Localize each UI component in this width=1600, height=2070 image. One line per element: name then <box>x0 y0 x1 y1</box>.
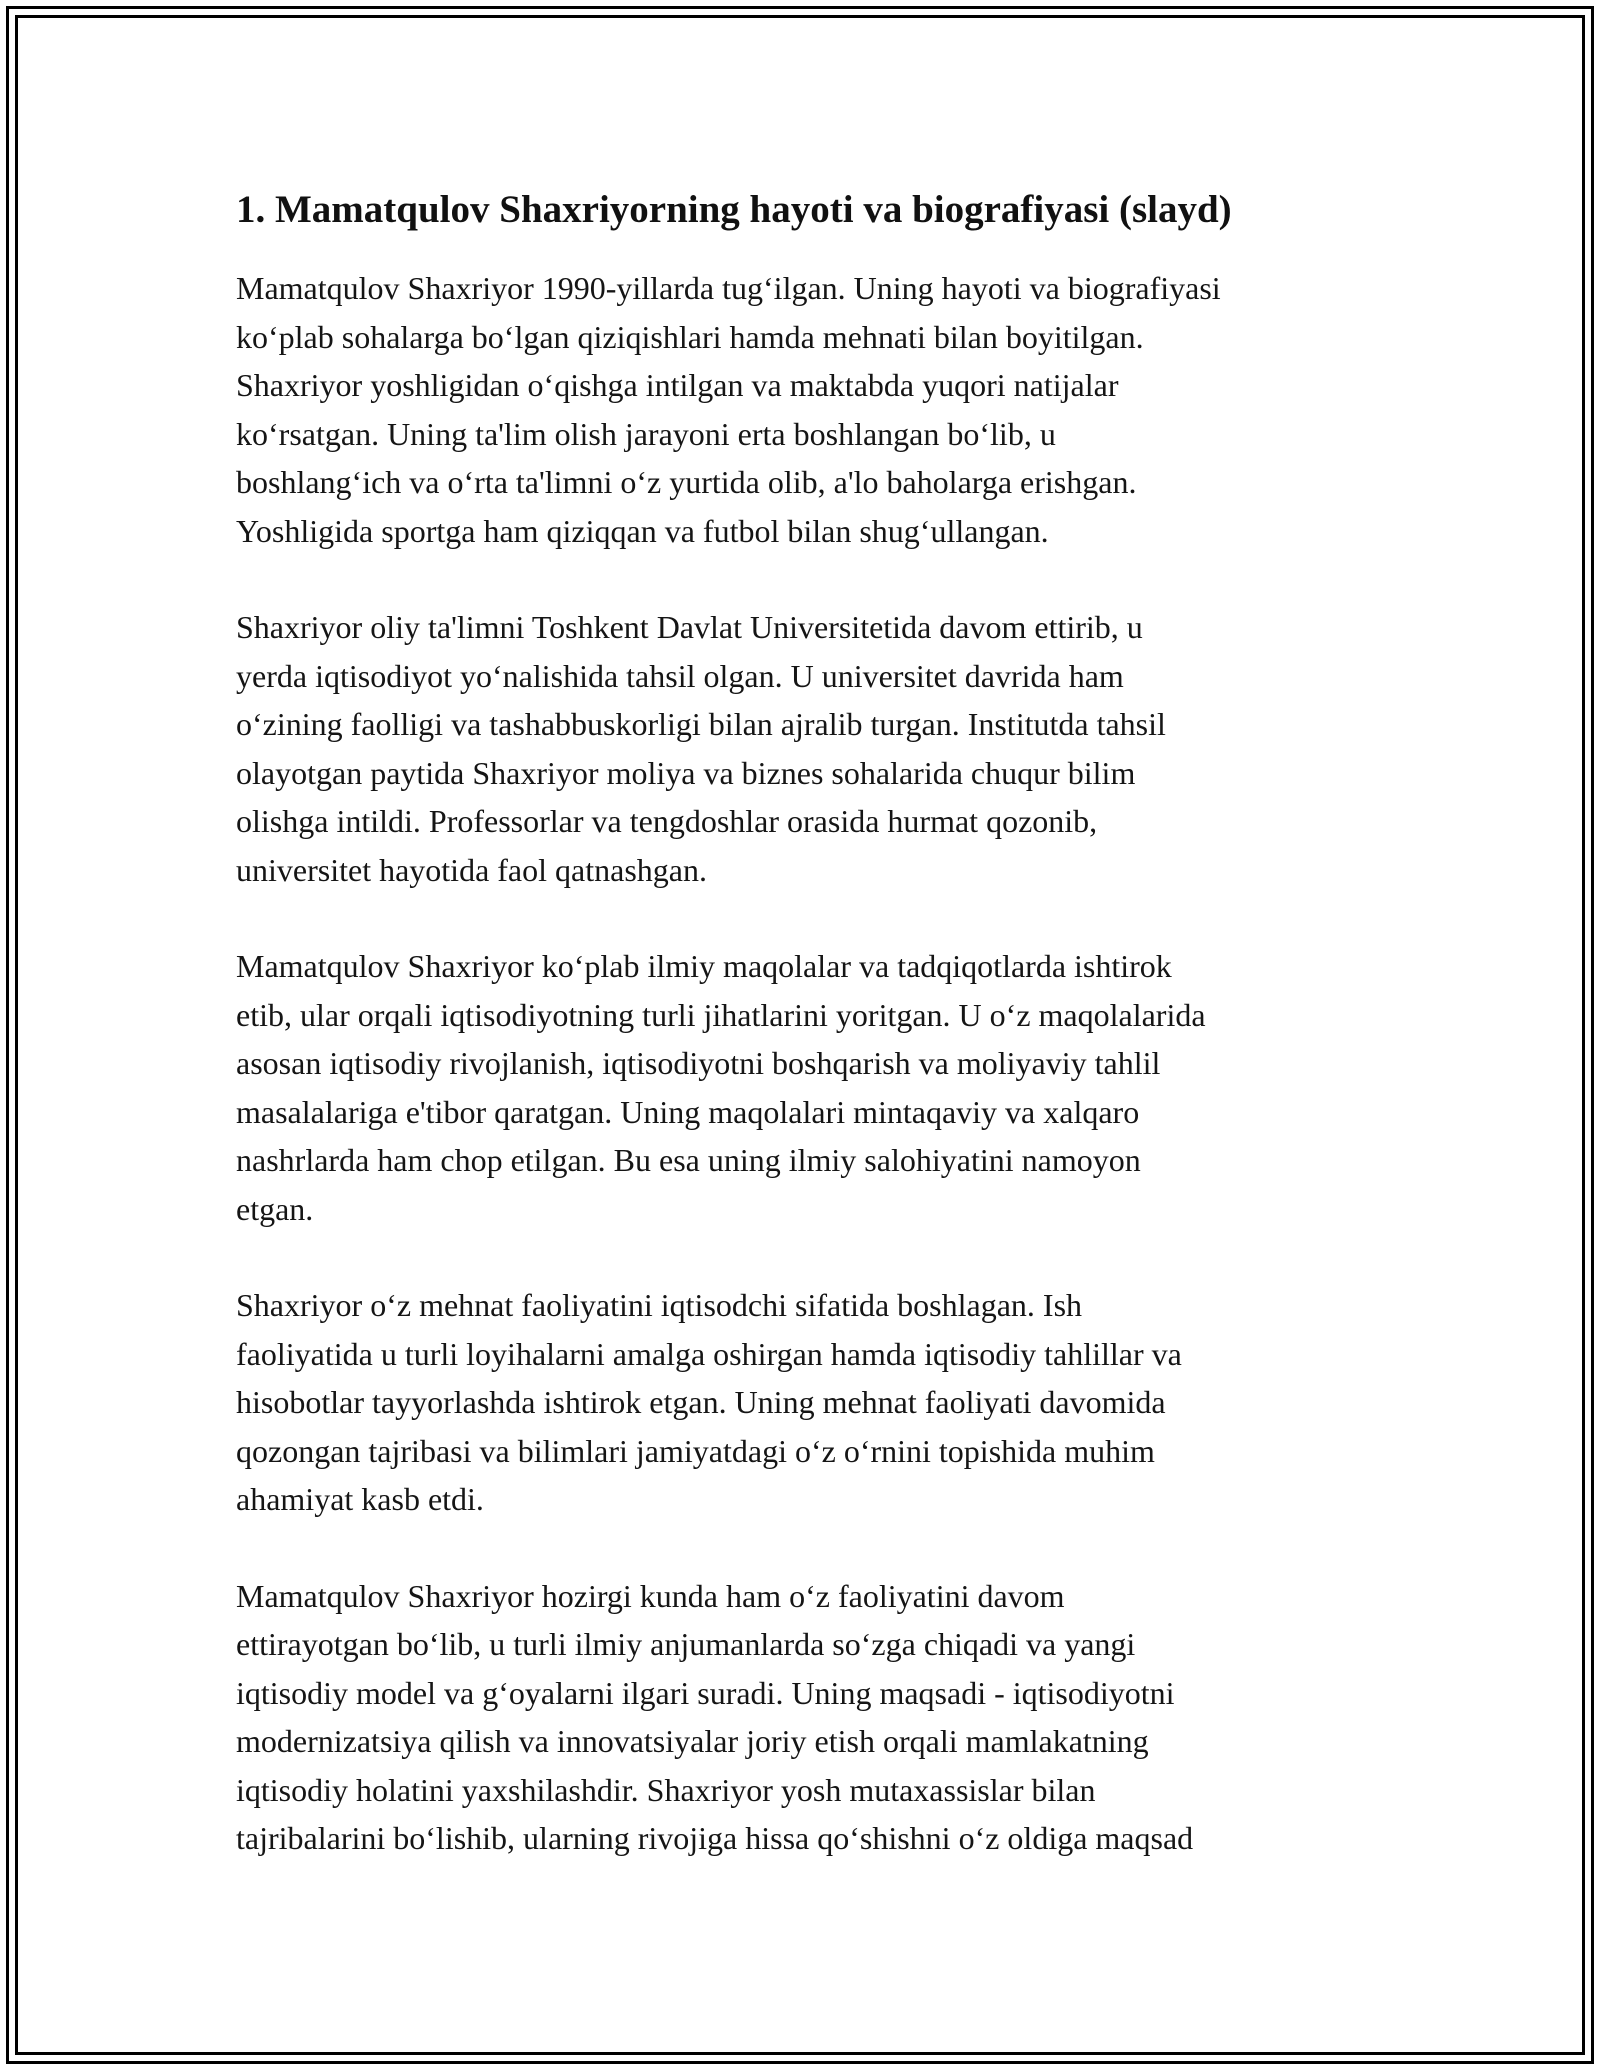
paragraph-list <box>236 264 1376 1863</box>
paragraph-career: Shaxriyor o‘z mehnat faoliyatini iqtisodchi sifatida boshlagan. Ish faoliyatida u turli loyihalarni amalga oshirgan hamda iqtisodiy tahlillar va hisobotlar tayyorlashda ishtirok etgan. Uning mehnat faoliyati davomida qozongan tajribasi va bilimlari jamiyatdagi o‘z o‘rnini topishida muhim ahamiyat kasb etdi. <box>236 1287 1182 1517</box>
document-body <box>236 186 1376 1911</box>
document-title: 1. Mamatqulov Shaxriyorning hayoti va biografiyasi (slayd) <box>236 188 1232 231</box>
paragraph-early-life: Mamatqulov Shaxriyor 1990-yillarda tug‘ilgan. Uning hayoti va biografiyasi ko‘plab sohalarga bo‘lgan qiziqishlari hamda mehnati bilan boyitilgan. Shaxriyor yoshligidan o‘qishga intilgan va maktabda yuqori natijalar ko‘rsatgan. Uning ta'lim olish jarayoni erta boshlangan bo‘lib, u boshlang‘ich va o‘rta ta'limni o‘z yurtida olib, a'lo baholarga erishgan. Yoshligida sportga ham qiziqqan va futbol bilan shug‘ullangan. <box>236 270 1221 549</box>
paragraph-higher-education: Shaxriyor oliy ta'limni Toshkent Davlat Universitetida davom ettirib, u yerda iqtisodiyot yo‘nalishida tahsil olgan. U universitet davrida ham o‘zining faolligi va tashabbuskorligi bilan ajralib turgan. Institutda tahsil olayotgan paytida Shaxriyor moliya va biznes sohalarida chuqur bilim olishga intildi. Professorlar va tengdoshlar orasida hurmat qozonib, universitet hayotida faol qatnashgan. <box>236 609 1166 888</box>
paragraph-research: Mamatqulov Shaxriyor ko‘plab ilmiy maqolalar va tadqiqotlarda ishtirok etib, ular orqali iqtisodiyotning turli jihatlarini yoritgan. U o‘z maqolalarida asosan iqtisodiy rivojlanish, iqtisodiyotni boshqarish va moliyaviy tahlil masalalariga e'tibor qaratgan. Uning maqolalari mintaqaviy va xalqaro nashrlarda ham chop etilgan. Bu esa uning ilmiy salohiyatini namoyon etgan. <box>236 948 1206 1227</box>
paragraph-current-activity: Mamatqulov Shaxriyor hozirgi kunda ham o‘z faoliyatini davom ettirayotgan bo‘lib, u turli ilmiy anjumanlarda so‘zga chiqadi va yangi iqtisodiy model va g‘oyalarni ilgari suradi. Uning maqsadi - iqtisodiyotni modernizatsiya qilish va innovatsiyalar joriy etish orqali mamlakatning iqtisodiy holatini yaxshilashdir. Shaxriyor yosh mutaxassislar bilan tajribalarini bo‘lishib, ularning rivojiga hissa qo‘shishni o‘z oldiga maqsad <box>236 1577 1194 1856</box>
